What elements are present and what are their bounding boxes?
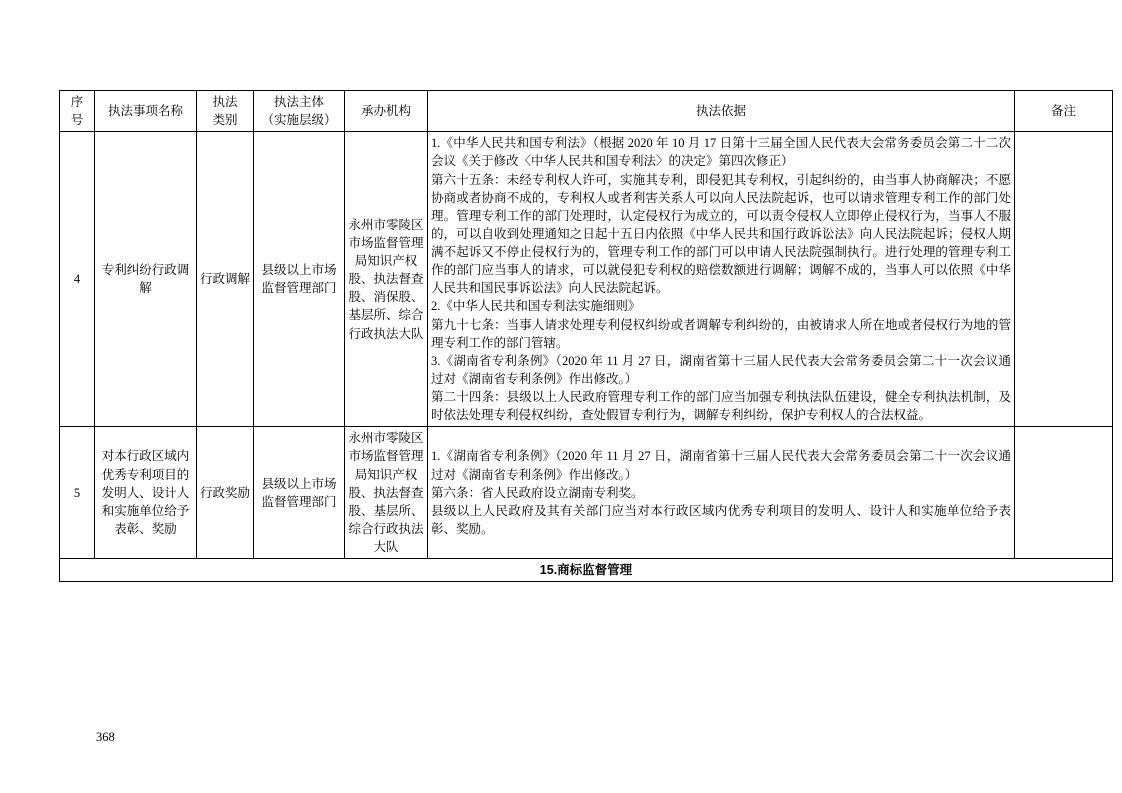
column-header-type-line1: 执法 (212, 95, 238, 109)
cell-name: 对本行政区域内优秀专利项目的发明人、设计人和实施单位给予表彰、奖励 (95, 427, 197, 559)
basis-line: 3.《湖南省专利条例》（2020 年 11 月 27 日，湖南省第十三届人民代表大会常务委员会第二十一次会议通过对《湖南省专利条例》作出修改。） (431, 353, 1011, 386)
cell-remark (1015, 132, 1113, 427)
column-header-subject-line1: 执法主体 (273, 95, 324, 109)
basis-line: 第九十七条：当事人请求处理专利侵权纠纷或者调解专利纠纷的，由被请求人所在地或者侵权行为地的管理专利工作的部门管辖。 (431, 317, 1011, 350)
basis-line: 第六条：省人民政府设立湖南专利奖。 (431, 485, 644, 500)
column-header-type-line2: 类别 (212, 113, 238, 128)
table-section-row (60, 559, 1113, 582)
cell-subject: 县级以上市场监督管理部门 (254, 427, 345, 559)
column-header-seq-line2: 号 (70, 113, 84, 128)
column-header-seq-line1: 序 (70, 95, 84, 109)
column-header-type (197, 91, 254, 132)
basis-line: 第六十五条：未经专利权人许可，实施其专利，即侵犯其专利权，引起纠纷的，由当事人协商解决；不愿协商或者协商不成的，专利权人或者利害关系人可以向人民法院起诉，也可以请求管理专利工作的部门处理。管理专利工作的部门处理时，认定侵权行为成立的，可以责令侵权人立即停止侵权行为，当事人不服的，可以自收到处理通知之日起十五日内依照《中华人民共和国行政诉讼法》向人民法院起诉；侵权人期满不起诉又不停止侵权行为的，管理专利工作的部门可以申请人民法院强制执行。进行处理的管理专利工作的部门应当事人的请求，可以就侵犯专利权的赔偿数额进行调解；调解不成的，当事人可以依照《中华人民共和国民事诉讼法》向人民法院起诉。 (431, 172, 1011, 296)
page-number: 368 (96, 730, 115, 744)
column-header-name: 执法事项名称 (95, 91, 197, 132)
cell-type: 行政奖励 (197, 427, 254, 559)
column-header-remark: 备注 (1015, 91, 1113, 132)
table-body (60, 132, 1113, 582)
section-title: 15.商标监督管理 (60, 559, 1113, 582)
cell-subject: 县级以上市场监督管理部门 (254, 132, 345, 427)
cell-org: 永州市零陵区市场监督管理局知识产权股、执法督查股、消保股、基层所、综合行政执法大队 (345, 132, 428, 427)
basis-line: 1.《湖南省专利条例》（2020 年 11 月 27 日，湖南省第十三届人民代表大会常务委员会第二十一次会议通过对《湖南省专利条例》作出修改。） (431, 449, 1011, 482)
basis-line: 县级以上人民政府及其有关部门应当对本行政区域内优秀专利项目的发明人、设计人和实施单位给予表彰、奖励。 (431, 503, 1011, 536)
cell-basis (428, 427, 1015, 559)
column-header-basis: 执法依据 (428, 91, 1015, 132)
basis-line: 1.《中华人民共和国专利法》（根据 2020 年 10 月 17 日第十三届全国人民代表大会常务委员会第二十二次会议《关于修改〈中华人民共和国专利法〉的决定》第四次修正） (431, 136, 1011, 169)
basis-line: 2.《中华人民共和国专利法实施细则》 (431, 299, 641, 314)
column-header-org: 承办机构 (345, 91, 428, 132)
cell-type: 行政调解 (197, 132, 254, 427)
cell-seq: 5 (60, 427, 95, 559)
column-header-subject (254, 91, 345, 132)
table-header-row (60, 91, 1113, 132)
basis-line: 第二十四条：县级以上人民政府管理专利工作的部门应当加强专利执法队伍建设，健全专利执法机制，及时依法处理专利侵权纠纷，查处假冒专利行为，调解专利纠纷，保护专利权人的合法权益。 (431, 390, 1011, 423)
column-header-seq (60, 91, 95, 132)
table-row (60, 132, 1113, 427)
table-header (60, 91, 1113, 132)
enforcement-items-table (59, 90, 1113, 582)
cell-seq: 4 (60, 132, 95, 427)
column-header-subject-line2: （实施层级） (261, 113, 337, 128)
cell-remark (1015, 427, 1113, 559)
table-row (60, 427, 1113, 559)
cell-name: 专利纠纷行政调解 (95, 132, 197, 427)
cell-org: 永州市零陵区市场监督管理局知识产权股、执法督查股、基层所、综合行政执法大队 (345, 427, 428, 559)
cell-basis (428, 132, 1015, 427)
